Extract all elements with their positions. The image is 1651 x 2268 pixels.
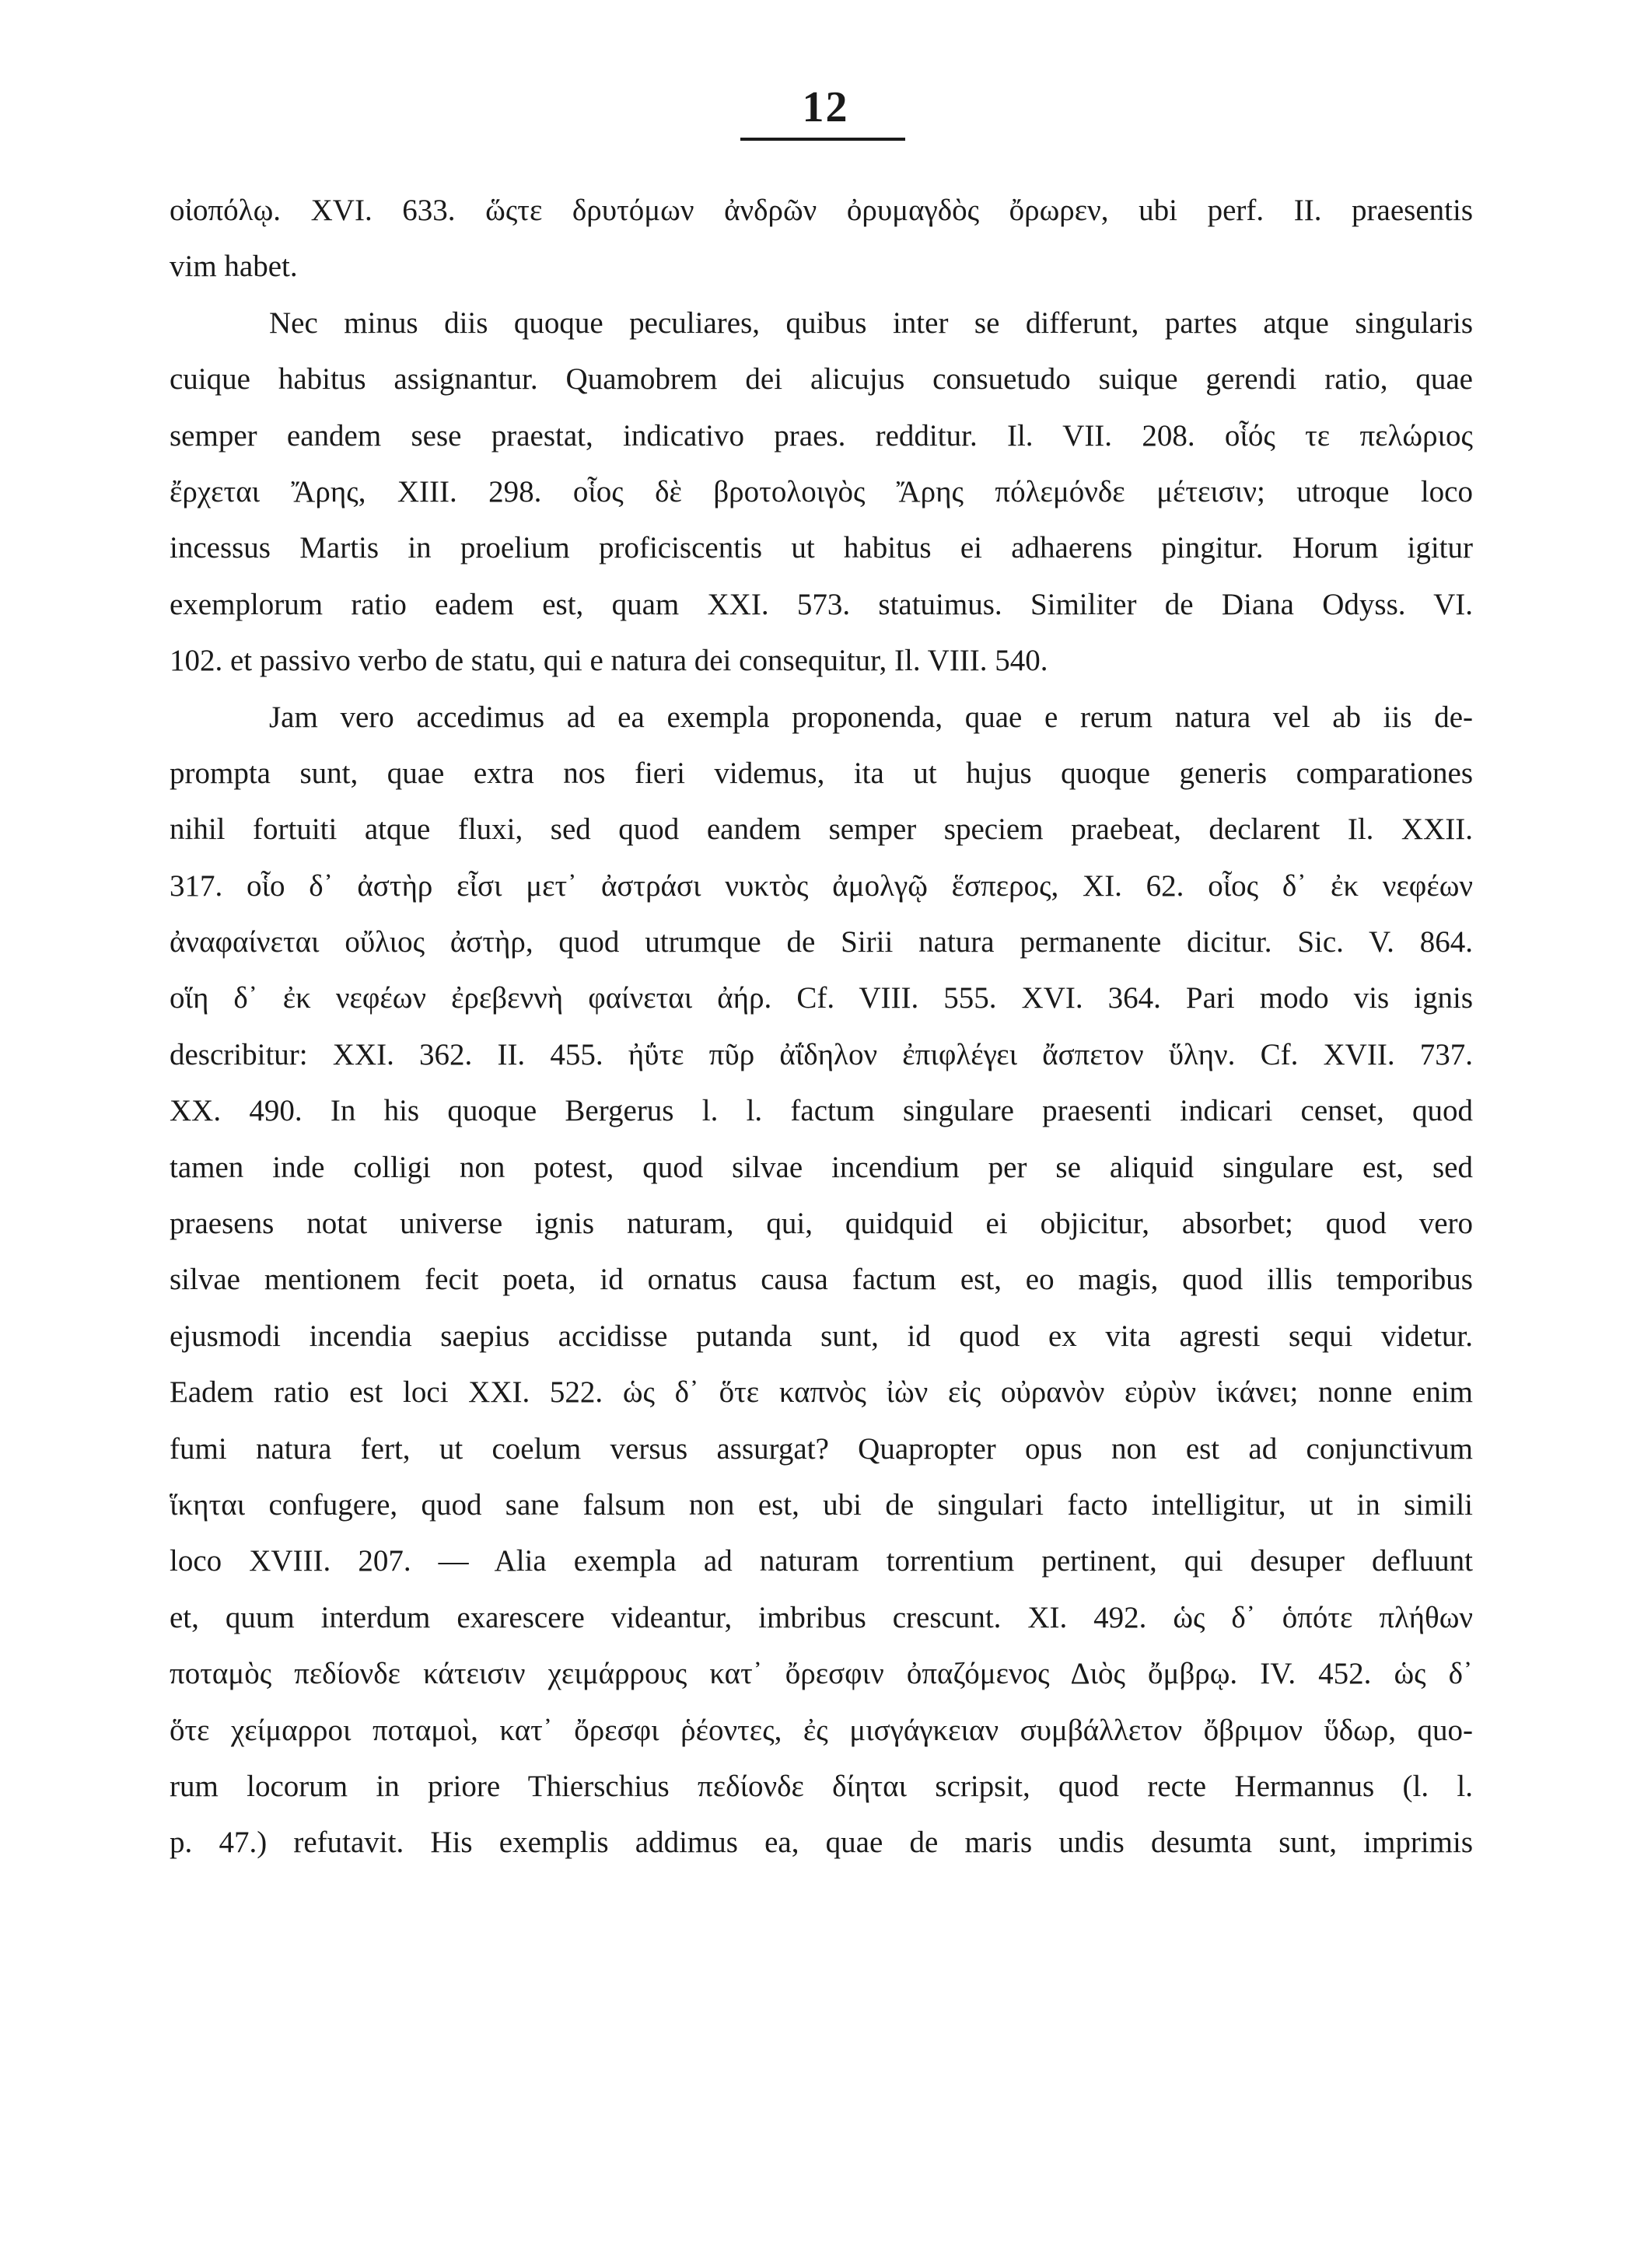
text-line: rum locorum in priore Thierschius πεδίονδε δίηται scripsit, quod recte Hermannus (l. l. xyxy=(170,1769,1473,1803)
text-line: nihil fortuiti atque fluxi, sed quod eandem semper speciem praebeat, declarent Il. XXII. xyxy=(170,812,1473,847)
text-line: vim habet. xyxy=(170,250,298,284)
text-line: p. 47.) refutavit. His exemplis addimus ea, quae de maris undis desumta sunt, imprimis xyxy=(170,1826,1473,1860)
text-line: ὅτε χείμαρροι ποταμοὶ, κατ᾽ ὄρεσφι ῥέοντες, ἐς μισγάγκειαν συμβάλλετον ὄβριμον ὕδωρ, quo- xyxy=(170,1713,1473,1747)
text-line: loco XVIII. 207. — Alia exempla ad naturam torrentium pertinent, qui desuper defluunt xyxy=(170,1544,1473,1578)
text-line: ejusmodi incendia saepius accidisse putanda sunt, id quod ex vita agresti sequi videtur. xyxy=(170,1319,1473,1353)
text-line: ἵκηται confugere, quod sane falsum non est, ubi de singulari facto intelligitur, ut in simili xyxy=(170,1487,1473,1522)
text-line: silvae mentionem fecit poeta, id ornatus causa factum est, eo magis, quod illis temporibus xyxy=(170,1263,1473,1297)
header-rule xyxy=(740,138,905,141)
text-line: prompta sunt, quae extra nos fieri videmus, ita ut hujus quoque generis comparationes xyxy=(170,756,1473,790)
text-line: ποταμὸς πεδίονδε κάτεισιν χειμάρρους κατ᾽ ὄρεσφιν ὀπαζόμενος Διὸς ὄμβρῳ. IV. 452. ὡς δ᾽ xyxy=(170,1657,1473,1691)
text-line: Eadem ratio est loci XXI. 522. ὡς δ᾽ ὅτε καπνὸς ἰὼν εἰς οὐρανὸν εὐρὺν ἱκάνει; nonne enim xyxy=(170,1375,1473,1410)
body-text xyxy=(170,183,1473,1871)
text-line: semper eandem sese praestat, indicativo praes. redditur. Il. VII. 208. οἷός τε πελώριος xyxy=(170,418,1473,453)
text-line: tamen inde colligi non potest, quod silvae incendium per se aliquid singulare est, sed xyxy=(170,1150,1473,1184)
text-line: Nec minus diis quoque peculiares, quibus inter se differunt, partes atque singularis xyxy=(269,306,1473,340)
text-line: XX. 490. In his quoque Bergerus l. l. factum singulare praesenti indicari censet, quod xyxy=(170,1094,1473,1128)
text-line: ἔρχεται Ἄρης, XIII. 298. οἷος δὲ βροτολοιγὸς Ἄρης πόλεμόνδε μέτεισιν; utroque loco xyxy=(170,474,1473,508)
text-line: exemplorum ratio eadem est, quam XXI. 573. statuimus. Similiter de Diana Odyss. VI. xyxy=(170,587,1473,621)
text-line: praesens notat universe ignis naturam, qui, quidquid ei objicitur, absorbet; quod vero xyxy=(170,1207,1473,1241)
text-line: ἀναφαίνεται οὔλιος ἀστὴρ, quod utrumque de Sirii natura permanente dicitur. Sic. V. 864. xyxy=(170,925,1473,959)
text-line: fumi natura fert, ut coelum versus assurgat? Quapropter opus non est ad conjunctivum xyxy=(170,1431,1473,1466)
text-line: incessus Martis in proelium proficiscentis ut habitus ei adhaerens pingitur. Horum igitur xyxy=(170,531,1473,565)
text-line: et, quum interdum exarescere videantur, imbribus crescunt. XI. 492. ὡς δ᾽ ὁπότε πλήθων xyxy=(170,1600,1473,1634)
text-line: οἵη δ᾽ ἐκ νεφέων ἐρεβεννὴ φαίνεται ἀήρ. Cf. VIII. 555. XVI. 364. Pari modo vis ignis xyxy=(170,981,1473,1015)
text-line: describitur: XXI. 362. II. 455. ἠΰτε πῦρ ἀΐδηλον ἐπιφλέγει ἄσπετον ὕλην. Cf. XVII. 737. xyxy=(170,1037,1473,1071)
text-line: οἰοπόλῳ. XVI. 633. ὥςτε δρυτόμων ἀνδρῶν ὀρυμαγδὸς ὄρωρεν, ubi perf. II. praesentis xyxy=(170,194,1473,227)
text-line: 102. et passivo verbo de statu, qui e natura dei consequitur, Il. VIII. 540. xyxy=(170,644,1048,678)
page-number: 12 xyxy=(802,83,849,131)
text-line: Jam vero accedimus ad ea exempla proponenda, quae e rerum natura vel ab iis de- xyxy=(269,700,1473,734)
text-line: 317. οἷο δ᾽ ἀστὴρ εἶσι μετ᾽ ἀστράσι νυκτὸς ἀμολγῷ ἕσπερος, XI. 62. οἷος δ᾽ ἐκ νεφέων xyxy=(170,868,1473,903)
text-line: cuique habitus assignantur. Quamobrem dei alicujus consuetudo suique gerendi ratio, quae xyxy=(170,362,1473,397)
